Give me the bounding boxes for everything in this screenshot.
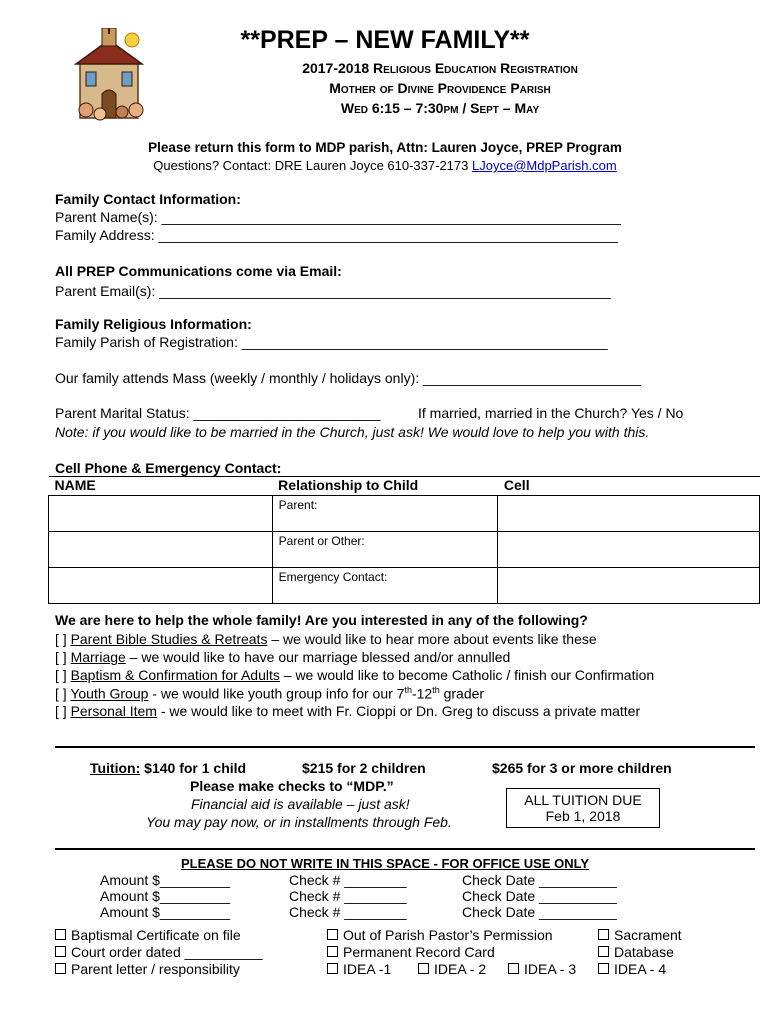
- interest-text: – we would like to have our marriage blessed and/or annulled: [125, 649, 511, 665]
- cell-phone-cell[interactable]: [498, 496, 760, 532]
- communications-heading: All PREP Communications come via Email:: [55, 263, 342, 279]
- interest-label: Parent Bible Studies & Retreats: [70, 631, 268, 647]
- idea-3-check[interactable]: [508, 961, 576, 977]
- checkbox-icon[interactable]: [598, 929, 609, 940]
- table-row: [49, 568, 760, 604]
- parent-letter-check[interactable]: [55, 961, 240, 977]
- pastor-permission-check[interactable]: [327, 927, 553, 943]
- interest-text: -12: [411, 685, 433, 702]
- checkbox-label: IDEA - 3: [524, 961, 577, 977]
- interest-checkbox[interactable]: [ ]: [55, 685, 71, 702]
- check-date-field[interactable]: Check Date __________: [462, 904, 617, 920]
- interest-checkbox[interactable]: [ ]: [55, 703, 71, 719]
- tuition-one-child: $140 for 1 child: [140, 760, 247, 776]
- checkbox-icon[interactable]: [327, 929, 338, 940]
- sacrament-check[interactable]: [598, 927, 682, 943]
- interest-checkbox[interactable]: [ ]: [55, 649, 71, 665]
- tuition-due-box: [506, 788, 660, 828]
- interest-checkbox[interactable]: [ ]: [55, 667, 71, 683]
- checkbox-label: Baptismal Certificate on file: [71, 927, 241, 943]
- interest-text: – we would like to hear more about events like these: [267, 631, 597, 647]
- interest-label: Marriage: [70, 649, 126, 665]
- cell-column-header: Cell: [498, 477, 760, 496]
- relationship-cell[interactable]: Parent:: [272, 496, 498, 532]
- name-column-header: NAME: [49, 477, 273, 496]
- family-address-field[interactable]: Family Address: ___________________________________________________________: [55, 227, 618, 243]
- religious-heading: Family Religious Information:: [55, 316, 252, 332]
- interests-heading: We are here to help the whole family! Are you interested in any of the following?: [55, 612, 588, 628]
- check-number-field[interactable]: Check # ________: [289, 904, 407, 920]
- interest-label: Baptism & Confirmation for Adults: [70, 667, 280, 683]
- mass-attendance-field[interactable]: Our family attends Mass (weekly / monthly / holidays only): ____________________________: [55, 370, 642, 386]
- check-number-field[interactable]: Check # ________: [289, 872, 407, 888]
- checkbox-icon[interactable]: [327, 946, 338, 957]
- marital-status-field[interactable]: Parent Marital Status: ________________________: [55, 405, 381, 421]
- checkbox-icon[interactable]: [55, 963, 66, 974]
- tuition-three-children: $265 for 3 or more children: [492, 760, 672, 776]
- interest-label: Personal Item: [70, 703, 157, 719]
- interest-checkbox[interactable]: [ ]: [55, 631, 71, 647]
- amount-field[interactable]: Amount $_________: [100, 888, 230, 904]
- return-instructions: Please return this form to MDP parish, Attn: Lauren Joyce, PREP Program: [148, 140, 622, 155]
- email-link[interactable]: LJoyce@MdpParish.com: [472, 158, 617, 173]
- check-date-field[interactable]: Check Date __________: [462, 872, 617, 888]
- checkbox-label: Permanent Record Card: [343, 944, 495, 960]
- interest-text: - we would like youth group info for our 7: [148, 685, 405, 702]
- installments-note: You may pay now, or in installments through Feb.: [146, 814, 452, 830]
- baptismal-certificate-check[interactable]: [55, 927, 241, 943]
- program-title: 2017-2018 Religious Education Registration: [302, 60, 578, 76]
- checkbox-icon[interactable]: [55, 946, 66, 957]
- checkbox-icon[interactable]: [327, 963, 338, 974]
- interest-item[interactable]: [55, 685, 484, 702]
- interest-item[interactable]: [55, 667, 654, 683]
- checkbox-label: IDEA -1: [343, 961, 392, 977]
- class-schedule: Wed 6:15 – 7:30pm / Sept – May: [340, 100, 540, 116]
- tuition-two-children: $215 for 2 children: [302, 760, 426, 776]
- parent-emails-field[interactable]: Parent Email(s): __________________________________________________________: [55, 283, 611, 299]
- superscript: th: [432, 685, 440, 695]
- contacts-header-row: [49, 477, 760, 496]
- interest-item[interactable]: [55, 703, 640, 719]
- interest-item[interactable]: [55, 631, 597, 647]
- interest-label: Youth Group: [70, 685, 149, 702]
- divider: [55, 746, 755, 748]
- checks-payable: Please make checks to “MDP.”: [190, 778, 394, 794]
- office-use-heading: PLEASE DO NOT WRITE IN THIS SPACE - FOR OFFICE USE ONLY: [180, 856, 590, 871]
- table-row: [49, 532, 760, 568]
- marriage-note: Note: if you would like to be married in the Church, just ask! We would love to help you with this.: [55, 424, 650, 440]
- checkbox-label: Database: [614, 944, 674, 960]
- financial-aid-note: Financial aid is available – just ask!: [191, 796, 410, 812]
- idea-1-check[interactable]: [327, 961, 391, 977]
- amount-field[interactable]: Amount $_________: [100, 872, 230, 888]
- superscript: th: [404, 685, 412, 695]
- permanent-record-check[interactable]: [327, 944, 495, 960]
- table-row: [49, 496, 760, 532]
- idea-4-check[interactable]: [598, 961, 666, 977]
- checkbox-label: Sacrament: [614, 927, 682, 943]
- checkbox-label: Parent letter / responsibility: [71, 961, 240, 977]
- checkbox-icon[interactable]: [508, 963, 519, 974]
- questions-text: Questions? Contact: DRE Lauren Joyce 610-337-2173: [153, 158, 472, 173]
- married-in-church-question[interactable]: If married, married in the Church? Yes / No: [418, 405, 684, 421]
- database-check[interactable]: [598, 944, 674, 960]
- checkbox-icon[interactable]: [598, 963, 609, 974]
- checkbox-icon[interactable]: [598, 946, 609, 957]
- check-date-field[interactable]: Check Date __________: [462, 888, 617, 904]
- name-cell[interactable]: [49, 568, 273, 604]
- checkbox-label: IDEA - 2: [434, 961, 487, 977]
- interest-text: - we would like to meet with Fr. Cioppi or Dn. Greg to discuss a private matter: [156, 703, 641, 719]
- interest-text: grader: [439, 685, 485, 702]
- interest-item[interactable]: [55, 649, 510, 665]
- questions-contact: [0, 158, 770, 173]
- interest-text: – we would like to become Catholic / finish our Confirmation: [279, 667, 655, 683]
- relationship-cell[interactable]: Parent or Other:: [272, 532, 498, 568]
- name-cell[interactable]: [49, 496, 273, 532]
- checkbox-icon[interactable]: [418, 963, 429, 974]
- parent-names-field[interactable]: Parent Name(s): ___________________________________________________________: [55, 209, 621, 225]
- contacts-table: [48, 476, 760, 604]
- idea-2-check[interactable]: [418, 961, 486, 977]
- checkbox-icon[interactable]: [55, 929, 66, 940]
- family-contact-heading: Family Contact Information:: [55, 191, 241, 207]
- tuition-label: Tuition:: [90, 760, 141, 776]
- court-order-check[interactable]: [55, 944, 262, 960]
- tuition-due-date: Feb 1, 2018: [545, 808, 621, 824]
- checkbox-label: IDEA - 4: [614, 961, 667, 977]
- check-number-field[interactable]: Check # ________: [289, 888, 407, 904]
- contacts-heading: Cell Phone & Emergency Contact:: [55, 460, 282, 476]
- relationship-cell[interactable]: Emergency Contact:: [272, 568, 498, 604]
- parish-registration-field[interactable]: Family Parish of Registration: _______________________________________________: [55, 334, 608, 350]
- name-cell[interactable]: [49, 532, 273, 568]
- parish-name: Mother of Divine Providence Parish: [329, 80, 551, 96]
- checkbox-label: Out of Parish Pastor’s Permission: [343, 927, 553, 943]
- relationship-column-header: Relationship to Child: [272, 477, 498, 496]
- divider: [55, 848, 755, 850]
- amount-field[interactable]: Amount $_________: [100, 904, 230, 920]
- cell-phone-cell[interactable]: [498, 568, 760, 604]
- tuition-line: [90, 760, 246, 776]
- cell-phone-cell[interactable]: [498, 532, 760, 568]
- checkbox-label: Court order dated __________: [71, 944, 263, 960]
- form-title: **PREP – NEW FAMILY**: [240, 26, 530, 54]
- tuition-due-label: ALL TUITION DUE: [524, 792, 642, 808]
